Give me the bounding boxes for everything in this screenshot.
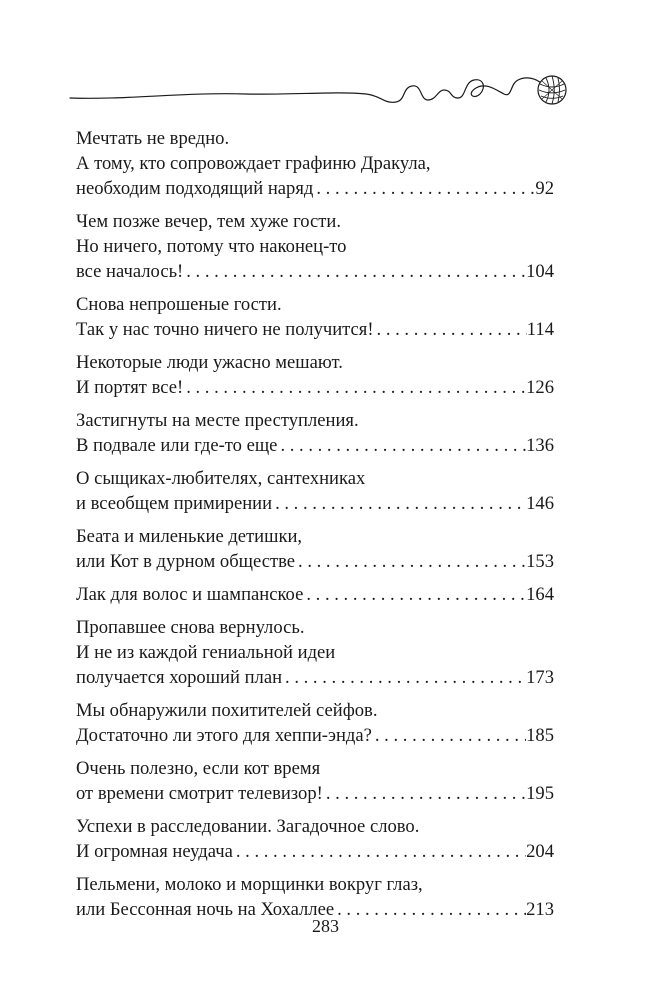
- toc-entry: [76, 524, 554, 574]
- toc-page-number: 164: [526, 584, 554, 605]
- toc-entry-title-line: Пропавшее снова вернулось.: [76, 617, 305, 638]
- dot-leader: [374, 317, 527, 342]
- toc-page-number: 146: [526, 493, 554, 514]
- dot-leader: [372, 723, 526, 748]
- toc-entry-title-line: Снова непрошеные гости.: [76, 294, 282, 315]
- toc-entry-last-line: [76, 839, 554, 864]
- toc-entry-title-line: Но ничего, потому что наконец-то: [76, 236, 347, 257]
- toc-page-number: 114: [526, 319, 554, 340]
- dot-leader: [313, 176, 535, 201]
- toc-entry: [76, 350, 554, 400]
- toc-entry-title-line: или Бессонная ночь на Хохаллее: [76, 899, 335, 920]
- toc-entry-title-line: И огромная неудача: [76, 841, 233, 862]
- toc-entry-title-line: Успехи в расследовании. Загадочное слово.: [76, 816, 420, 837]
- toc-entry-title-line: И не из каждой гениальной идеи: [76, 642, 336, 663]
- toc-entry: [76, 408, 554, 458]
- toc-entry-title-line: от времени смотрит телевизор!: [76, 783, 323, 804]
- toc-page-number: 153: [526, 551, 554, 572]
- toc-page-number: 136: [526, 435, 554, 456]
- toc-entry: [76, 698, 554, 748]
- toc-page-number: 92: [535, 178, 554, 199]
- dot-leader: [323, 781, 526, 806]
- dot-leader: [233, 839, 526, 864]
- toc-entry-title-line: О сыщиках-любителях, сантехниках: [76, 468, 366, 489]
- toc-entry-last-line: [76, 375, 554, 400]
- toc-page-number: 126: [526, 377, 554, 398]
- toc-entry: [76, 615, 554, 690]
- toc-entry: [76, 872, 554, 922]
- page-number: 283: [312, 916, 339, 936]
- toc-entry-title-line: Беата и миленькие детишки,: [76, 526, 303, 547]
- toc-entry-title-line: Некоторые люди ужасно мешают.: [76, 352, 343, 373]
- toc-entry-title-line: Мы обнаружили похитителей сейфов.: [76, 700, 378, 721]
- toc-page-number: 213: [526, 899, 554, 920]
- toc-page-number: 195: [526, 783, 554, 804]
- toc-entry-title-line: Мечтать не вредно.: [76, 128, 230, 149]
- toc-entry: [76, 814, 554, 864]
- toc-entry-title-line: Застигнуты на месте преступления.: [76, 410, 359, 431]
- toc-entry-last-line: [76, 582, 554, 607]
- toc-entry: [76, 126, 554, 201]
- toc-entry-title-line: получается хороший план: [76, 667, 283, 688]
- toc-entry: [76, 756, 554, 806]
- toc-entry-last-line: [76, 317, 554, 342]
- yarn-thread-ornament: [66, 64, 586, 124]
- toc-entry-title-line: Чем позже вечер, тем хуже гости.: [76, 211, 342, 232]
- toc-entry-last-line: [76, 259, 554, 284]
- toc-page-number: 204: [526, 841, 554, 862]
- yarn-ball-icon: [538, 76, 566, 104]
- toc-entry: [76, 209, 554, 284]
- toc-entry-last-line: [76, 781, 554, 806]
- toc-entry-title-line: Достаточно ли этого для хеппи-энда?: [76, 725, 372, 746]
- toc-page-number: 185: [526, 725, 554, 746]
- toc-entry: [76, 292, 554, 342]
- toc-entry-title-line: и всеобщем примирении: [76, 493, 273, 514]
- dot-leader: [282, 665, 526, 690]
- dot-leader: [277, 433, 526, 458]
- toc-entry: [76, 582, 554, 607]
- toc-entry-title-line: Пельмени, молоко и морщинки вокруг глаз,: [76, 874, 423, 895]
- toc-entry-title-line: В подвале или где-то еще: [76, 435, 278, 456]
- toc-entry-title-line: или Кот в дурном обществе: [76, 551, 296, 572]
- dot-leader: [295, 549, 526, 574]
- dot-leader: [183, 259, 526, 284]
- toc-entry-last-line: [76, 723, 554, 748]
- toc-entry-last-line: [76, 549, 554, 574]
- toc-entry: [76, 466, 554, 516]
- toc-entry-title-line: необходим подходящий наряд: [76, 178, 314, 199]
- toc-entry-title-line: Так у нас точно ничего не получится!: [76, 319, 374, 340]
- toc-page-number: 173: [526, 667, 554, 688]
- toc-entry-last-line: [76, 491, 554, 516]
- toc-page-number: 104: [526, 261, 554, 282]
- dot-leader: [272, 491, 526, 516]
- toc-entry-title-line: Очень полезно, если кот время: [76, 758, 321, 779]
- dot-leader: [183, 375, 526, 400]
- toc-entry-last-line: [76, 176, 554, 201]
- toc-entry-title-line: Лак для волос и шампанское: [76, 584, 304, 605]
- toc-entry-last-line: [76, 665, 554, 690]
- dot-leader: [303, 582, 526, 607]
- toc-entry-title-line: А тому, кто сопровождает графиню Дракула,: [76, 153, 431, 174]
- toc-entry-last-line: [76, 433, 554, 458]
- toc-entry-title-line: И портят все!: [76, 377, 184, 398]
- toc-entry-title-line: все началось!: [76, 261, 184, 282]
- thread-line: [70, 78, 542, 102]
- table-of-contents: [76, 126, 554, 930]
